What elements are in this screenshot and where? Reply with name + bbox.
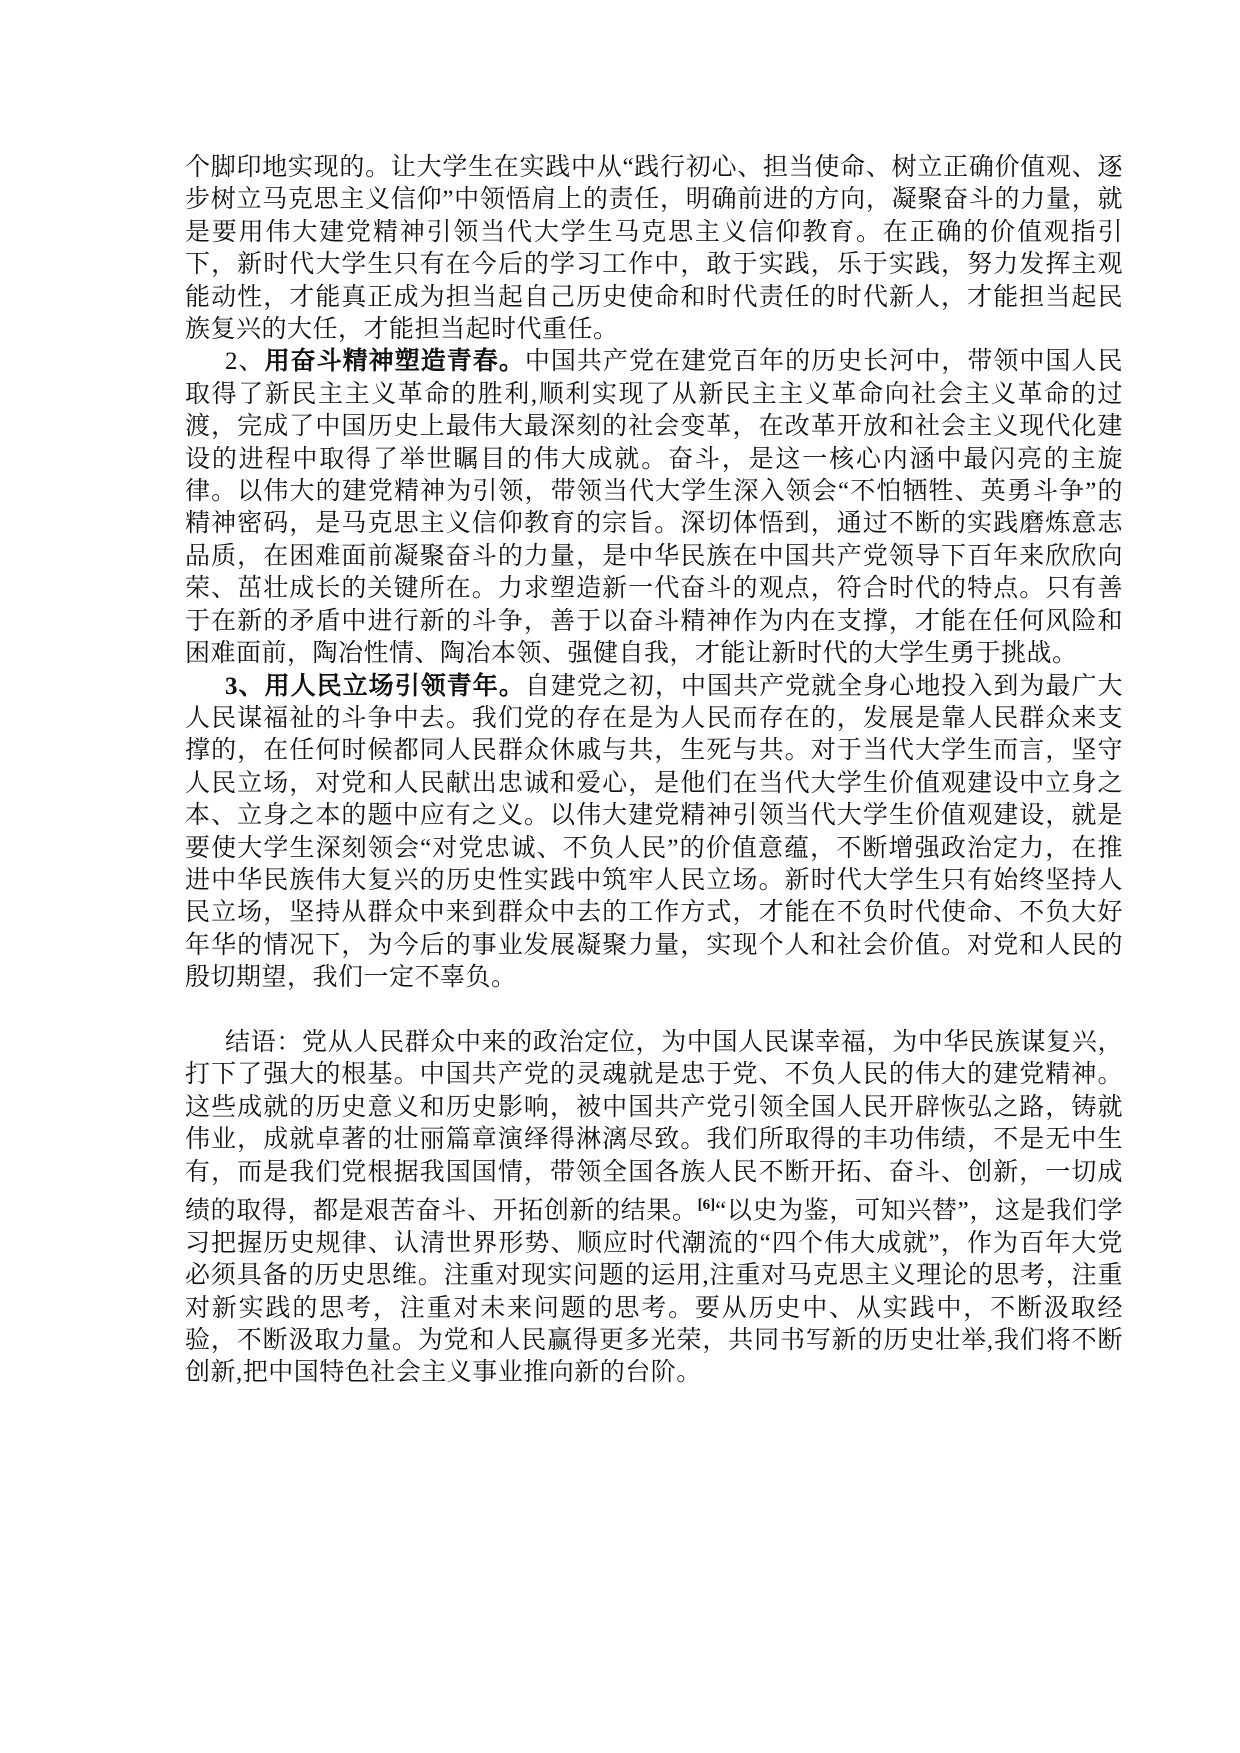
bold-text-run: 用奋斗精神塑造青春。	[264, 348, 525, 376]
text-run: 个脚印地实现的。让大学生在实践中从“践行初心、担当使命、树立正确价值观、逐步树立马克思主义信仰”中领悟肩上的责任，明确前进的方向，凝聚奋斗的力量，就是要用伟大建党精神引领当代大学生马克思主义信仰教育。在正确的价值观指引下，新时代大学生只有在今后的学习工作中，敢于实践，乐于实践，努力发挥主观能动性，才能真正成为担当起自己历史使命和时代责任的时代新人，才能担当起民族复兴的大任，才能担当起时代重任。	[185, 154, 1123, 344]
bold-text-run: 3、用人民立场引领青年。	[225, 672, 525, 700]
paragraph	[185, 1027, 1123, 1390]
text-run: “以史为鉴，可知兴替”，这是我们学习把握历史规律、认清世界形势、顺应时代潮流的“四个伟大成就”，作为百年大党必须具备的历史思维。注重对现实问题的运用,注重对马克思主义理论的思考，注重对新实践的思考，注重对未来问题的思考。要从历史中、从实践中，不断汲取经验，不断汲取力量。为党和人民赢得更多光荣，共同书写新的历史壮举,我们将不断创新,把中国特色社会主义事业推向新的台阶。	[185, 1197, 1123, 1387]
text-run: 中国共产党在建党百年的历史长河中，带领中国人民取得了新民主主义革命的胜利,顺利实现了从新民主主义革命向社会主义革命的过渡，完成了中国历史上最伟大最深刻的社会变革，在改革开放和社会主义现代化建设的进程中取得了举世瞩目的伟大成就。奋斗，是这一核心内涵中最闪亮的主旋律。以伟大的建党精神为引领，带领当代大学生深入领会“不怕牺牲、英勇斗争”的精神密码，是马克思主义信仰教育的宗旨。深切体悟到，通过不断的实践磨炼意志品质，在困难面前凝聚奋斗的力量，是中华民族在中国共产党领导下百年来欣欣向荣、茁壮成长的关键所在。力求塑造新一代奋斗的观点，符合时代的特点。只有善于在新的矛盾中进行新的斗争，善于以奋斗精神作为内在支撑，才能在任何风险和困难面前，陶冶性情、陶冶本领、强健自我，才能让新时代的大学生勇于挑战。	[185, 348, 1123, 668]
paragraph	[185, 152, 1123, 346]
blank-line	[185, 995, 1123, 1027]
text-run: 结语：党从人民群众中来的政治定位，为中国人民谋幸福，为中华民族谋复兴，打下了强大的根基。中国共产党的灵魂就是忠于党、不负人民的伟大的建党精神。这些成就的历史意义和历史影响，被中国共产党引领全国人民开辟恢弘之路，铸就伟业，成就卓著的壮丽篇章演绎得淋漓尽致。我们所取得的丰功伟绩，不是无中生有，而是我们党根据我国国情，带领全国各族人民不断开拓、奋斗、创新，一切成绩的取得，都是艰苦奋斗、开拓创新的结果。	[185, 1028, 1123, 1225]
footnote-reference: [6]	[697, 1196, 716, 1213]
text-run: 2、	[225, 348, 265, 376]
document-body	[185, 152, 1123, 1390]
paragraph	[185, 671, 1123, 995]
text-run: 自建党之初，中国共产党就全身心地投入到为最广大人民谋福祉的斗争中去。我们党的存在是为人民而存在的，发展是靠人民群众来支撑的，在任何时候都同人民群众休戚与共，生死与共。对于当代大学生而言，坚守人民立场，对党和人民献出忠诚和爱心，是他们在当代大学生价值观建设中立身之本、立身之本的题中应有之义。以伟大建党精神引领当代大学生价值观建设，就是要使大学生深刻领会“对党忠诚、不负人民”的价值意蕴，不断增强政治定力，在推进中华民族伟大复兴的历史性实践中筑牢人民立场。新时代大学生只有始终坚持人民立场，坚持从群众中来到群众中去的工作方式，才能在不负时代使命、不负大好年华的情况下，为今后的事业发展凝聚力量，实现个人和社会价值。对党和人民的殷切期望，我们一定不辜负。	[185, 672, 1123, 992]
paragraph	[185, 346, 1123, 670]
